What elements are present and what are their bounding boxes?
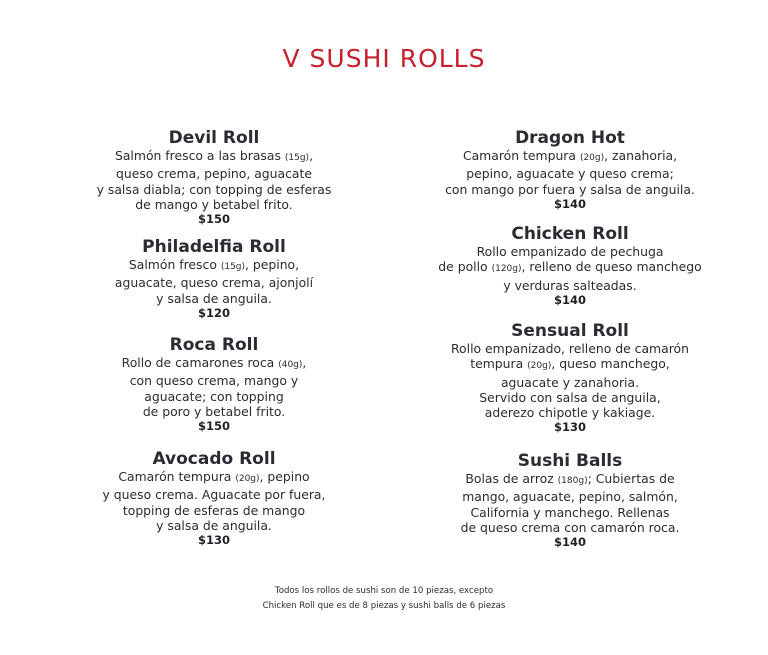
item-price: $130 bbox=[553, 420, 586, 435]
description-line bbox=[64, 197, 364, 212]
description-line bbox=[420, 375, 720, 390]
description-text: con queso crema, mango y bbox=[129, 373, 299, 389]
description-text: tempura bbox=[470, 356, 528, 372]
item-name: Sensual Roll bbox=[511, 321, 629, 341]
description-text: pepino, aguacate y queso crema; bbox=[466, 166, 674, 182]
description-line bbox=[420, 520, 720, 535]
description-text: de poro y betabel frito. bbox=[142, 403, 286, 419]
description-text: Rollo empanizado, relleno de camarón bbox=[451, 341, 689, 356]
description-text: Bolas de arroz bbox=[465, 471, 558, 486]
description-text: Servido con salsa de anguila, bbox=[479, 389, 661, 405]
weight-note: (40g) bbox=[278, 360, 303, 370]
description-text: ; Cubiertas de bbox=[587, 471, 675, 486]
weight-note: (20g) bbox=[579, 153, 605, 163]
description-line bbox=[64, 355, 364, 373]
description-line bbox=[420, 341, 720, 356]
description-line bbox=[420, 148, 720, 166]
description-text: Rollo empanizado de pechuga bbox=[476, 244, 664, 259]
item-price: $120 bbox=[197, 305, 230, 320]
description-text: y salsa de anguila. bbox=[156, 517, 272, 533]
weight-note: (20g) bbox=[235, 474, 260, 484]
menu-item bbox=[420, 321, 720, 435]
item-name: Chicken Roll bbox=[511, 224, 629, 244]
description-line bbox=[64, 373, 364, 388]
description-line bbox=[64, 487, 364, 502]
description-text: , pepino bbox=[259, 469, 310, 484]
item-price: $140 bbox=[553, 535, 586, 550]
right-column bbox=[420, 0, 720, 655]
weight-note: (15g) bbox=[284, 153, 310, 163]
menu-item bbox=[420, 224, 720, 308]
weight-note: (180g) bbox=[557, 476, 588, 486]
footer-line: Chicken Roll que es de 8 piezas y sushi balls de 6 piezas bbox=[262, 601, 506, 611]
item-name: Philadelfia Roll bbox=[142, 237, 286, 257]
description-line bbox=[420, 278, 720, 293]
item-description bbox=[64, 355, 364, 419]
menu-item bbox=[420, 128, 720, 212]
weight-note: (120g) bbox=[491, 264, 522, 275]
description-text: de mango y betabel frito. bbox=[135, 196, 293, 212]
description-line bbox=[420, 259, 720, 277]
footer-line: Todos los rollos de sushi son de 10 piezas, excepto bbox=[274, 586, 494, 596]
description-line bbox=[64, 275, 364, 290]
item-name: Roca Roll bbox=[169, 335, 259, 355]
description-text: de pollo bbox=[438, 259, 492, 275]
description-text: y salsa diabla; con topping de esferas bbox=[96, 181, 332, 197]
item-description bbox=[420, 471, 720, 535]
description-text: , bbox=[302, 355, 307, 370]
description-line bbox=[420, 405, 720, 420]
item-name: Sushi Balls bbox=[517, 451, 623, 471]
description-line bbox=[420, 356, 720, 374]
description-text: y verduras salteadas. bbox=[503, 277, 637, 293]
item-description bbox=[420, 244, 720, 293]
description-text: aguacate, queso crema, ajonjolí bbox=[114, 275, 314, 291]
description-text: aguacate y zanahoria. bbox=[500, 374, 640, 390]
description-line bbox=[64, 166, 364, 181]
description-line bbox=[420, 166, 720, 181]
menu-item bbox=[64, 335, 364, 434]
description-line bbox=[64, 148, 364, 166]
description-text: de queso crema con camarón roca. bbox=[460, 519, 680, 535]
description-text: California y manchego. Rellenas bbox=[470, 504, 670, 520]
weight-note: (20g) bbox=[527, 361, 552, 372]
footer-note bbox=[0, 584, 768, 614]
item-description bbox=[64, 148, 364, 212]
description-line bbox=[64, 404, 364, 419]
description-text: mango, aguacate, pepino, salmón, bbox=[462, 489, 678, 505]
description-text: y salsa de anguila. bbox=[156, 290, 272, 306]
description-text: , pepino, bbox=[245, 257, 300, 272]
description-line bbox=[420, 390, 720, 405]
item-name: Dragon Hot bbox=[515, 128, 625, 148]
menu-item bbox=[64, 449, 364, 548]
item-price: $150 bbox=[197, 212, 230, 227]
item-name: Devil Roll bbox=[168, 128, 260, 148]
description-line bbox=[420, 505, 720, 520]
item-description bbox=[420, 341, 720, 420]
description-text: queso crema, pepino, aguacate bbox=[115, 166, 312, 182]
description-text: con mango por fuera y salsa de anguila. bbox=[445, 181, 695, 197]
description-line bbox=[420, 182, 720, 197]
description-text: y queso crema. Aguacate por fuera, bbox=[102, 487, 326, 503]
description-line bbox=[64, 503, 364, 518]
description-line bbox=[420, 471, 720, 489]
description-line bbox=[64, 518, 364, 533]
description-text: Salmón fresco bbox=[128, 257, 221, 272]
description-line bbox=[64, 182, 364, 197]
item-description bbox=[420, 148, 720, 197]
menu-item bbox=[64, 237, 364, 321]
item-price: $140 bbox=[553, 292, 586, 307]
description-line bbox=[420, 489, 720, 504]
description-line bbox=[64, 291, 364, 306]
description-text: Camarón tempura bbox=[462, 148, 580, 163]
item-price: $130 bbox=[197, 533, 230, 548]
description-text: , queso manchego, bbox=[551, 356, 670, 372]
item-description bbox=[64, 469, 364, 533]
left-column bbox=[64, 0, 364, 655]
weight-note: (15g) bbox=[220, 262, 246, 272]
menu-item bbox=[64, 128, 364, 227]
description-text: , bbox=[309, 148, 314, 163]
menu-item bbox=[420, 451, 720, 550]
item-price: $150 bbox=[197, 419, 230, 434]
description-text: aguacate; con topping bbox=[144, 388, 284, 404]
description-line bbox=[64, 389, 364, 404]
description-line bbox=[64, 257, 364, 275]
item-name: Avocado Roll bbox=[152, 449, 276, 469]
page-title: V SUSHI ROLLS bbox=[282, 44, 486, 73]
item-description bbox=[64, 257, 364, 306]
description-text: , relleno de queso manchego bbox=[521, 259, 702, 275]
description-line bbox=[64, 469, 364, 487]
description-text: Rollo de camarones roca bbox=[121, 355, 279, 370]
item-price: $140 bbox=[553, 196, 586, 211]
description-line bbox=[420, 244, 720, 259]
description-text: Salmón fresco a las brasas bbox=[114, 148, 285, 163]
description-text: , zanahoria, bbox=[604, 148, 678, 163]
description-text: topping de esferas de mango bbox=[122, 502, 306, 518]
description-text: Camarón tempura bbox=[118, 469, 236, 484]
description-text: aderezo chipotle y kakiage. bbox=[484, 405, 656, 421]
